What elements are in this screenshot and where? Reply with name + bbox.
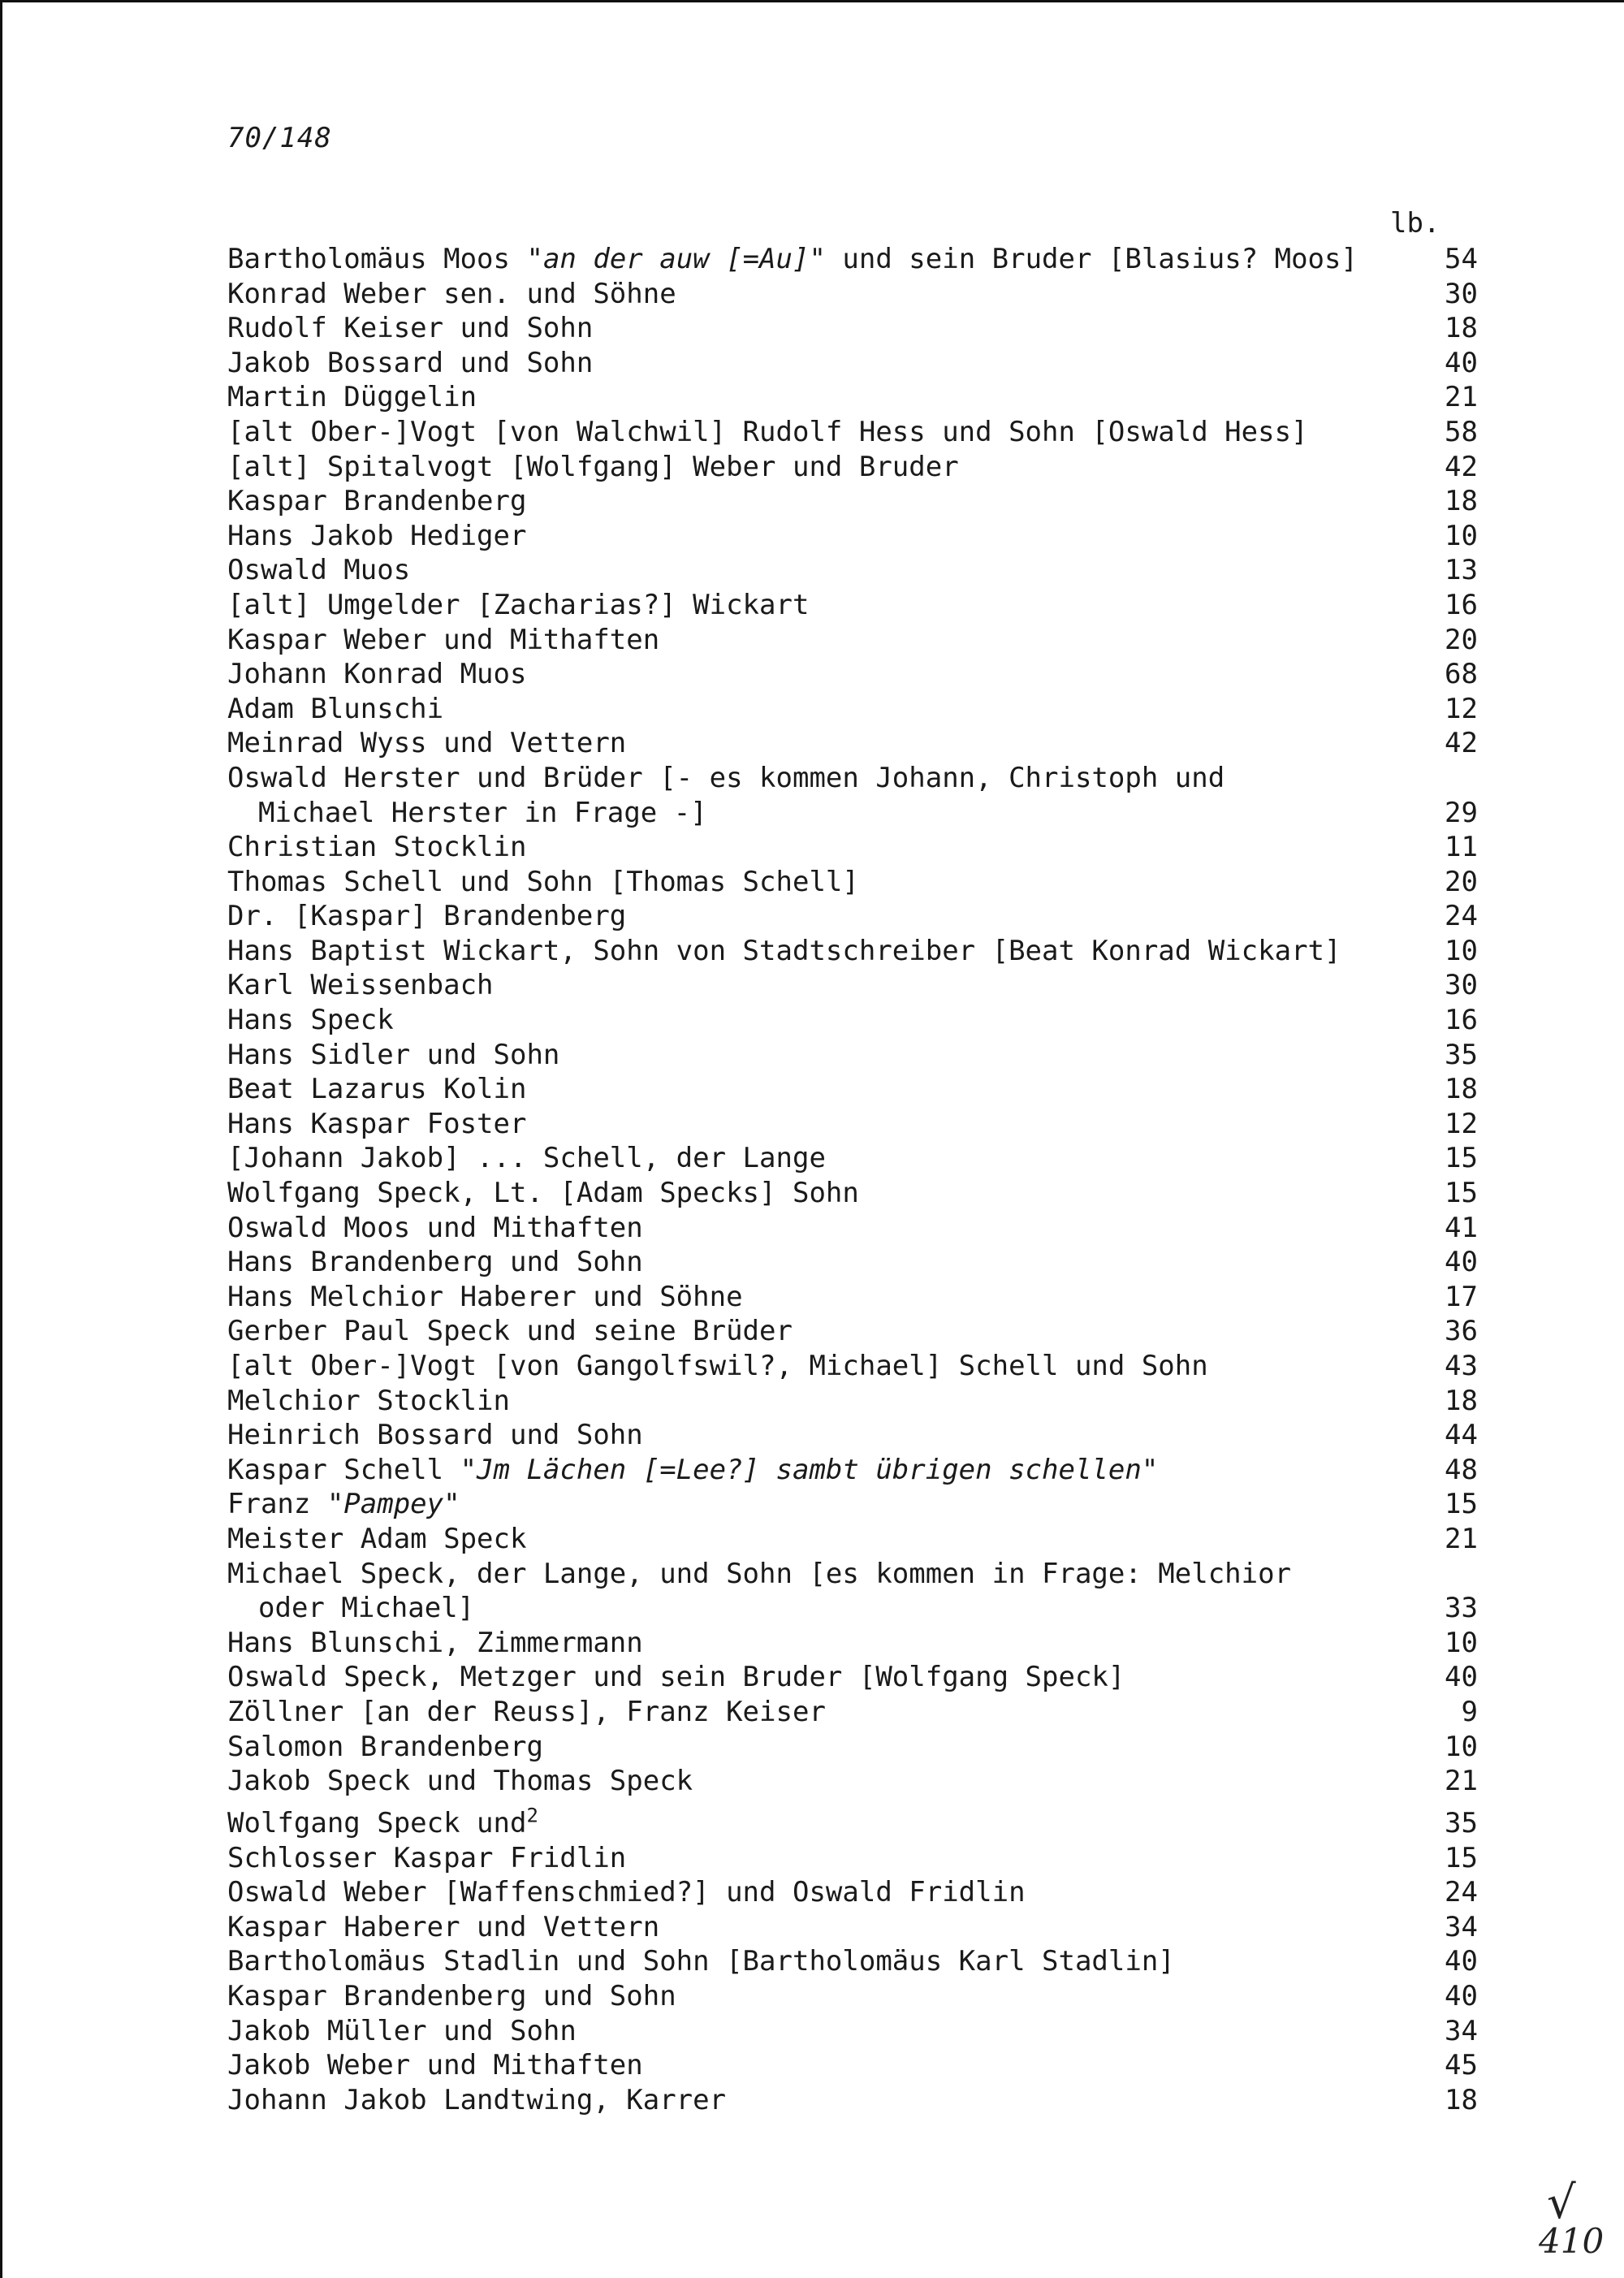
list-item bbox=[227, 1280, 1478, 1315]
entry-quantity: 35 bbox=[1445, 1038, 1478, 1071]
list-item bbox=[227, 277, 1478, 312]
list-item bbox=[227, 692, 1478, 727]
entry-text: Christian Stocklin bbox=[227, 831, 527, 864]
entry-name bbox=[227, 1488, 460, 1520]
entry-quantity: 18 bbox=[1445, 1073, 1478, 1106]
list-item bbox=[227, 968, 1478, 1003]
entry-name bbox=[227, 1350, 1208, 1382]
entry-quantity: 34 bbox=[1445, 1910, 1478, 1943]
list-item bbox=[227, 865, 1478, 900]
list-item bbox=[227, 588, 1478, 623]
entry-text: [Johann Jakob] ... Schell, der Lange bbox=[227, 1142, 826, 1175]
list-item bbox=[227, 1730, 1478, 1765]
entry-quantity: 40 bbox=[1445, 1661, 1478, 1694]
list-item bbox=[227, 1557, 1478, 1626]
entry-text: Schlosser Kaspar Fridlin bbox=[227, 1841, 627, 1874]
entry-quantity: 54 bbox=[1445, 243, 1478, 275]
list-item bbox=[227, 1038, 1478, 1073]
entry-text: Beat Lazarus Kolin bbox=[227, 1073, 527, 1106]
list-item bbox=[227, 1875, 1478, 1910]
list-item bbox=[227, 553, 1478, 588]
entry-quantity: 16 bbox=[1445, 1004, 1478, 1037]
entry-quantity: 40 bbox=[1445, 1246, 1478, 1279]
entry-name bbox=[227, 900, 626, 932]
list-item bbox=[227, 1003, 1478, 1038]
entry-name bbox=[227, 866, 859, 898]
entry-name bbox=[227, 589, 809, 621]
list-item bbox=[227, 1453, 1478, 1488]
entry-text: Oswald Weber [Waffenschmied?] und Oswald Fridlin bbox=[227, 1876, 1026, 1909]
entry-name bbox=[227, 2084, 726, 2116]
entry-quantity: 30 bbox=[1445, 969, 1478, 1002]
entry-quantity: 48 bbox=[1445, 1453, 1478, 1486]
entry-quantity: 68 bbox=[1445, 658, 1478, 691]
entry-name bbox=[227, 1246, 643, 1278]
list-item bbox=[227, 1944, 1478, 1979]
list-item bbox=[227, 726, 1478, 761]
entry-name bbox=[227, 1661, 1125, 1693]
entry-quantity: 15 bbox=[1445, 1142, 1478, 1175]
entry-text: Adam Blunschi bbox=[227, 692, 444, 725]
document-reference: 70/148 bbox=[227, 122, 332, 154]
entry-name bbox=[227, 1558, 1291, 1590]
entry-text: Karl Weissenbach bbox=[227, 969, 494, 1002]
list-item bbox=[227, 899, 1478, 934]
entry-quantity: 15 bbox=[1445, 1841, 1478, 1874]
entry-quantity: 34 bbox=[1445, 2014, 1478, 2047]
entry-text: Melchior Stocklin bbox=[227, 1384, 510, 1417]
entry-text: Zöllner [an der Reuss], Franz Keiser bbox=[227, 1695, 826, 1728]
entry-text: Kaspar Brandenberg bbox=[227, 485, 527, 518]
list-item bbox=[227, 1522, 1478, 1557]
list-item bbox=[227, 484, 1478, 519]
entry-name bbox=[227, 485, 526, 517]
entry-name bbox=[227, 381, 477, 413]
entry-text: [alt Ober-]Vogt [von Walchwil] Rudolf Hess und Sohn [Oswald Hess] bbox=[227, 415, 1308, 448]
list-item bbox=[227, 346, 1478, 381]
entry-name bbox=[227, 2049, 643, 2081]
list-item bbox=[227, 1314, 1478, 1349]
entry-text: [alt] Umgelder [Zacharias?] Wickart bbox=[227, 588, 810, 621]
entry-text: Oswald Muos bbox=[227, 554, 411, 587]
entry-text: Hans Baptist Wickart, Sohn von Stadtschreiber [Beat Konrad Wickart] bbox=[227, 934, 1341, 967]
entry-name bbox=[227, 1281, 743, 1313]
entry-text: Konrad Weber sen. und Söhne bbox=[227, 277, 676, 310]
list-item bbox=[227, 623, 1478, 658]
entry-name bbox=[227, 1765, 693, 1797]
entry-quantity: 10 bbox=[1445, 1626, 1478, 1659]
entry-text: Wolfgang Speck und bbox=[227, 1807, 527, 1840]
entry-quantity: 20 bbox=[1445, 865, 1478, 898]
page-edge-top bbox=[0, 0, 1624, 2]
entry-name bbox=[227, 278, 676, 310]
list-item bbox=[227, 1979, 1478, 2014]
entry-name bbox=[227, 1315, 793, 1347]
handwritten-page-number: 410 bbox=[1539, 2221, 1605, 2261]
entry-quantity: 42 bbox=[1445, 727, 1478, 760]
list-item bbox=[227, 657, 1478, 692]
entry-text: Gerber Paul Speck und seine Brüder bbox=[227, 1315, 793, 1348]
entry-text: Oswald Moos und Mithaften bbox=[227, 1211, 643, 1244]
list-item bbox=[227, 380, 1478, 415]
entry-quantity: 41 bbox=[1445, 1211, 1478, 1244]
entry-text: Rudolf Keiser und Sohn bbox=[227, 312, 594, 345]
entry-name bbox=[227, 243, 1358, 275]
entry-text: Hans Melchior Haberer und Söhne bbox=[227, 1280, 743, 1313]
entry-name bbox=[227, 693, 443, 725]
list-item bbox=[227, 1107, 1478, 1142]
entry-text: Meinrad Wyss und Vettern bbox=[227, 727, 627, 760]
entry-quantity: 40 bbox=[1445, 1945, 1478, 1978]
entry-quantity: 21 bbox=[1445, 1765, 1478, 1798]
entry-quantity: 21 bbox=[1445, 1522, 1478, 1555]
list-item bbox=[227, 519, 1478, 554]
entry-quote: "an der auw [=Au]" bbox=[526, 243, 826, 275]
entry-text: Johann Jakob Landtwing, Karrer bbox=[227, 2083, 727, 2116]
entry-quantity: 24 bbox=[1445, 1876, 1478, 1909]
entry-text: Jakob Bossard und Sohn bbox=[227, 346, 594, 379]
list-item bbox=[227, 1799, 1478, 1841]
entry-name bbox=[227, 1177, 859, 1209]
entry-list bbox=[227, 242, 1478, 2117]
list-item bbox=[227, 450, 1478, 485]
entry-name bbox=[227, 1142, 826, 1174]
entry-name bbox=[227, 1004, 394, 1036]
entry-quantity: 17 bbox=[1445, 1280, 1478, 1313]
entry-text: Bartholomäus Stadlin und Sohn [Bartholomäus Karl Stadlin] bbox=[227, 1945, 1175, 1978]
entry-quantity: 10 bbox=[1445, 1730, 1478, 1763]
entry-name bbox=[227, 762, 1224, 794]
entry-quantity: 18 bbox=[1445, 1384, 1478, 1417]
list-item bbox=[227, 1487, 1478, 1522]
entry-name bbox=[227, 727, 626, 759]
list-item bbox=[227, 415, 1478, 450]
entry-name bbox=[227, 1039, 559, 1071]
list-item bbox=[227, 1245, 1478, 1280]
entry-quantity: 16 bbox=[1445, 588, 1478, 621]
entry-name bbox=[227, 1696, 826, 1728]
entry-name bbox=[227, 624, 659, 656]
entry-text: Hans Kaspar Foster bbox=[227, 1107, 527, 1140]
entry-name bbox=[227, 1842, 626, 1874]
entry-text: Hans Blunschi, Zimmermann bbox=[227, 1626, 643, 1659]
entry-quantity: 40 bbox=[1445, 346, 1478, 379]
entry-name bbox=[227, 935, 1341, 967]
entry-quantity: 15 bbox=[1445, 1177, 1478, 1210]
entry-name bbox=[227, 554, 410, 586]
entry-quantity: 43 bbox=[1445, 1350, 1478, 1382]
entry-quantity: 18 bbox=[1445, 2083, 1478, 2116]
entry-quantity: 33 bbox=[1445, 1592, 1478, 1625]
entry-quantity: 12 bbox=[1445, 1107, 1478, 1140]
entry-continuation: Michael Herster in Frage -] bbox=[258, 796, 707, 829]
list-item bbox=[227, 311, 1478, 346]
entry-text: [alt Ober-]Vogt [von Gangolfswil?, Michael] Schell und Sohn bbox=[227, 1350, 1208, 1382]
entry-text: Dr. [Kaspar] Brandenberg bbox=[227, 900, 627, 933]
entry-text: Kaspar Weber und Mithaften bbox=[227, 623, 660, 656]
entry-name bbox=[227, 520, 526, 552]
entry-text: Thomas Schell und Sohn [Thomas Schell] bbox=[227, 865, 859, 898]
entry-name bbox=[227, 1876, 1026, 1908]
list-item bbox=[227, 1349, 1478, 1384]
entry-name bbox=[227, 451, 959, 483]
entry-quantity: 35 bbox=[1445, 1807, 1478, 1840]
entry-quote: "Pampey" bbox=[326, 1488, 460, 1521]
entry-text: Kaspar Brandenberg und Sohn bbox=[227, 1980, 676, 2013]
entry-name bbox=[227, 969, 494, 1001]
entry-quantity: 18 bbox=[1445, 485, 1478, 518]
entry-name bbox=[227, 658, 526, 690]
entry-name bbox=[227, 1804, 538, 1840]
entry-name bbox=[227, 1945, 1175, 1978]
entry-text: Kaspar Schell bbox=[227, 1453, 460, 1486]
list-item bbox=[227, 1176, 1478, 1211]
entry-name bbox=[227, 1454, 1158, 1486]
list-item bbox=[227, 242, 1478, 277]
entry-quantity: 15 bbox=[1445, 1488, 1478, 1521]
entry-quantity: 18 bbox=[1445, 312, 1478, 345]
entry-text-after: und sein Bruder [Blasius? Moos] bbox=[825, 243, 1358, 275]
list-item bbox=[227, 1764, 1478, 1799]
list-item bbox=[227, 1626, 1478, 1661]
entry-text: Hans Brandenberg und Sohn bbox=[227, 1246, 643, 1279]
entry-name bbox=[227, 1212, 643, 1244]
entry-text: Bartholomäus Moos bbox=[227, 243, 527, 275]
entry-quote: "Jm Lächen [=Lee?] sambt übrigen schellen" bbox=[460, 1453, 1159, 1486]
entry-text: Wolfgang Speck, Lt. [Adam Specks] Sohn bbox=[227, 1177, 859, 1210]
list-item bbox=[227, 1910, 1478, 1945]
list-item bbox=[227, 830, 1478, 865]
entry-text: Hans Speck bbox=[227, 1004, 394, 1037]
list-item bbox=[227, 2048, 1478, 2083]
entry-text: Oswald Herster und Brüder [- es kommen Johann, Christoph und bbox=[227, 761, 1225, 794]
list-item bbox=[227, 2083, 1478, 2118]
list-item bbox=[227, 934, 1478, 969]
entry-name bbox=[227, 1385, 510, 1417]
list-item bbox=[227, 1211, 1478, 1246]
entry-name bbox=[227, 416, 1308, 448]
entry-quantity: 24 bbox=[1445, 900, 1478, 933]
entry-quantity: 58 bbox=[1445, 415, 1478, 448]
entry-text: Jakob Speck und Thomas Speck bbox=[227, 1765, 693, 1798]
list-item bbox=[227, 1384, 1478, 1419]
entry-text: Johann Konrad Muos bbox=[227, 658, 527, 691]
entry-quantity: 29 bbox=[1445, 796, 1478, 829]
list-item bbox=[227, 1695, 1478, 1730]
entry-name bbox=[227, 2015, 577, 2047]
entry-quantity: 11 bbox=[1445, 831, 1478, 864]
entry-quantity: 42 bbox=[1445, 450, 1478, 483]
entry-text: Heinrich Bossard und Sohn bbox=[227, 1419, 643, 1452]
list-item bbox=[227, 1660, 1478, 1695]
entry-text: Hans Sidler und Sohn bbox=[227, 1038, 560, 1071]
entry-quantity: 13 bbox=[1445, 554, 1478, 587]
entry-name bbox=[227, 1108, 526, 1140]
entry-text: Jakob Müller und Sohn bbox=[227, 2014, 577, 2047]
entry-text: Oswald Speck, Metzger und sein Bruder [Wolfgang Speck] bbox=[227, 1661, 1125, 1694]
entry-text: Franz bbox=[227, 1488, 327, 1521]
entry-text: Meister Adam Speck bbox=[227, 1522, 527, 1555]
footnote-marker: 2 bbox=[526, 1804, 538, 1827]
entry-quantity: 30 bbox=[1445, 277, 1478, 310]
entry-quantity: 9 bbox=[1461, 1695, 1478, 1728]
list-item bbox=[227, 1418, 1478, 1453]
entry-text: Hans Jakob Hediger bbox=[227, 519, 527, 552]
entry-quantity: 36 bbox=[1445, 1315, 1478, 1348]
entry-name bbox=[227, 1523, 526, 1555]
entry-name bbox=[227, 1073, 526, 1105]
entry-quantity: 20 bbox=[1445, 623, 1478, 656]
entry-quantity: 12 bbox=[1445, 692, 1478, 725]
unit-label: lb. bbox=[1390, 207, 1440, 240]
entry-quantity: 40 bbox=[1445, 1980, 1478, 2013]
entry-name bbox=[227, 1419, 643, 1451]
entry-name bbox=[227, 312, 593, 344]
entry-text: Kaspar Haberer und Vettern bbox=[227, 1910, 660, 1943]
entry-text: [alt] Spitalvogt [Wolfgang] Weber und Bruder bbox=[227, 450, 959, 483]
list-item bbox=[227, 1072, 1478, 1107]
list-item bbox=[227, 1841, 1478, 1876]
handwritten-check-mark: √ bbox=[1547, 2176, 1576, 2229]
entry-quantity: 10 bbox=[1445, 519, 1478, 552]
entry-quantity: 45 bbox=[1445, 2049, 1478, 2082]
list-item bbox=[227, 761, 1478, 830]
entry-name bbox=[227, 1980, 676, 2012]
entry-name bbox=[227, 1911, 659, 1943]
entry-text: Salomon Brandenberg bbox=[227, 1730, 543, 1763]
entry-quantity: 21 bbox=[1445, 381, 1478, 414]
entry-text: Martin Düggelin bbox=[227, 381, 477, 414]
entry-name bbox=[227, 1731, 543, 1763]
entry-quantity: 10 bbox=[1445, 934, 1478, 967]
page-edge-left bbox=[0, 0, 2, 2278]
entry-name bbox=[227, 831, 526, 863]
entry-name bbox=[227, 1627, 643, 1659]
list-item bbox=[227, 2014, 1478, 2049]
entry-continuation: oder Michael] bbox=[258, 1592, 475, 1625]
list-item bbox=[227, 1141, 1478, 1176]
entry-text: Jakob Weber und Mithaften bbox=[227, 2049, 643, 2082]
entry-text: Michael Speck, der Lange, und Sohn [es kommen in Frage: Melchior bbox=[227, 1557, 1292, 1590]
entry-quantity: 44 bbox=[1445, 1419, 1478, 1452]
entry-name bbox=[227, 347, 593, 379]
